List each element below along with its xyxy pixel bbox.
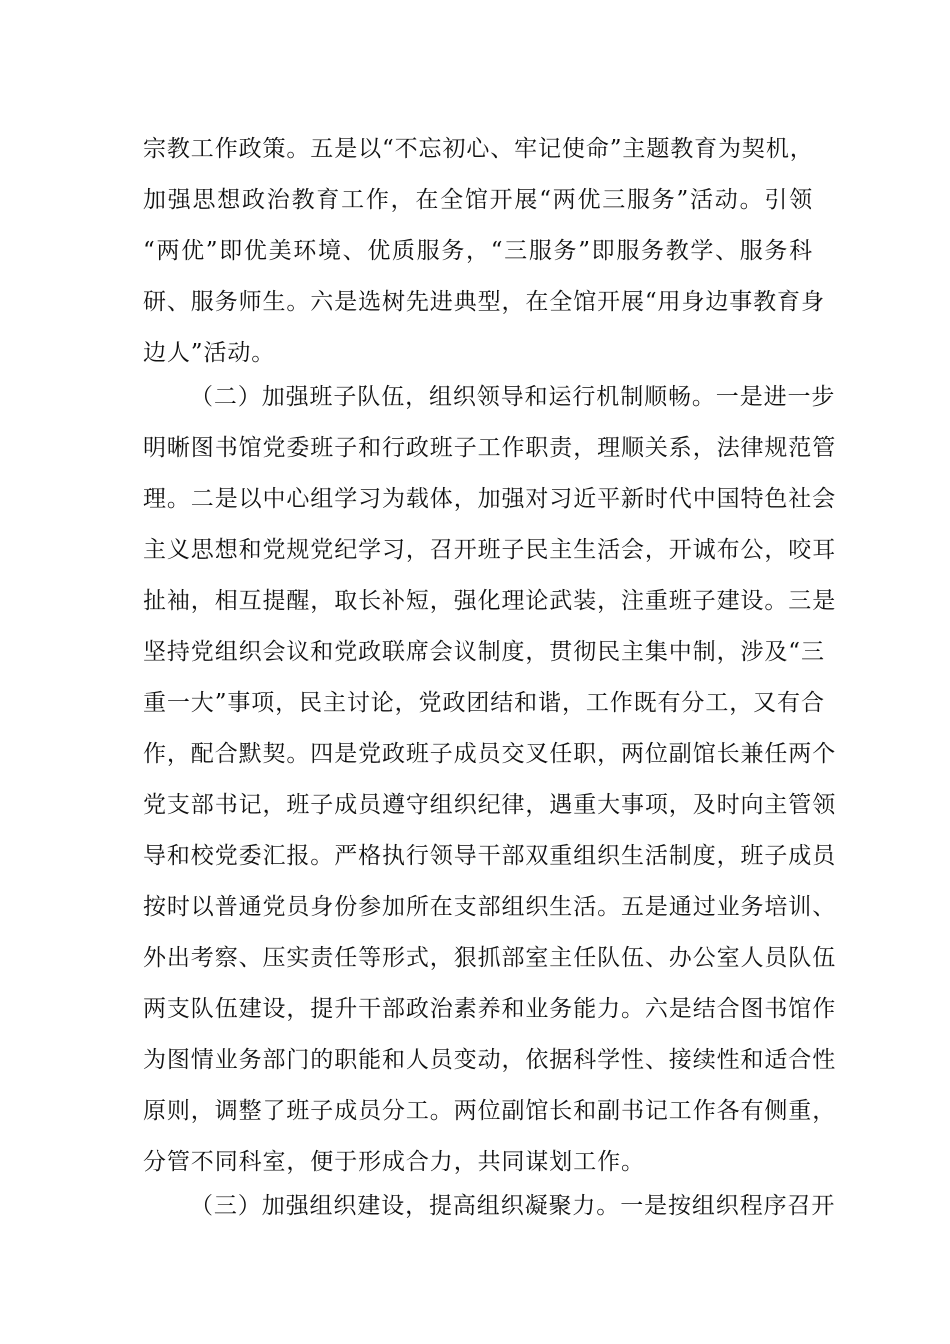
text-line: 明晰图书馆党委班子和行政班子工作职责，理顺关系，法律规范管 xyxy=(143,435,837,461)
text-line: 外出考察、压实责任等形式，狠抓部室主任队伍、办公室人员队伍 xyxy=(143,945,837,971)
text-line: 原则，调整了班子成员分工。两位副馆长和副书记工作各有侧重， xyxy=(143,1098,837,1124)
text-line: 理。二是以中心组学习为载体，加强对习近平新时代中国特色社会 xyxy=(143,486,837,512)
text-line: 扯袖，相互提醒，取长补短，强化理论武装，注重班子建设。三是 xyxy=(143,588,837,614)
text-line: 为图情业务部门的职能和人员变动，依据科学性、接续性和适合性 xyxy=(143,1047,837,1073)
text-line: 两支队伍建设，提升干部政治素养和业务能力。六是结合图书馆作 xyxy=(143,996,837,1022)
section-heading-line: （二）加强班子队伍，组织领导和运行机制顺畅。一是进一步 xyxy=(190,384,836,410)
text-line: “两优”即优美环境、优质服务，“三服务”即服务教学、服务科 xyxy=(143,238,813,264)
text-line: 分管不同科室，便于形成合力，共同谋划工作。 xyxy=(143,1149,645,1175)
text-line: 主义思想和党规党纪学习，召开班子民主生活会，开诚布公，咬耳 xyxy=(143,537,837,563)
section-heading-line: （三）加强组织建设，提高组织凝聚力。一是按组织程序召开 xyxy=(190,1193,836,1219)
text-line: 边人”活动。 xyxy=(143,340,276,366)
text-line: 党支部书记，班子成员遵守组织纪律，遇重大事项，及时向主管领 xyxy=(143,792,837,818)
text-line: 研、服务师生。六是选树先进典型，在全馆开展“用身边事教育身 xyxy=(143,289,825,315)
text-line: 加强思想政治教育工作，在全馆开展“两优三服务”活动。引领 xyxy=(143,187,813,213)
text-line: 宗教工作政策。五是以“不忘初心、牢记使命”主题教育为契机， xyxy=(143,136,814,162)
text-line: 坚持党组织会议和党政联席会议制度，贯彻民主集中制，涉及“三 xyxy=(143,639,825,665)
text-line: 导和校党委汇报。严格执行领导干部双重组织生活制度，班子成员 xyxy=(143,843,837,869)
text-line: 按时以普通党员身份参加所在支部组织生活。五是通过业务培训、 xyxy=(143,894,837,920)
text-line: 重一大”事项，民主讨论，党政团结和谐，工作既有分工，又有合 xyxy=(143,690,825,716)
text-line: 作，配合默契。四是党政班子成员交叉任职，两位副馆长兼任两个 xyxy=(143,741,837,767)
